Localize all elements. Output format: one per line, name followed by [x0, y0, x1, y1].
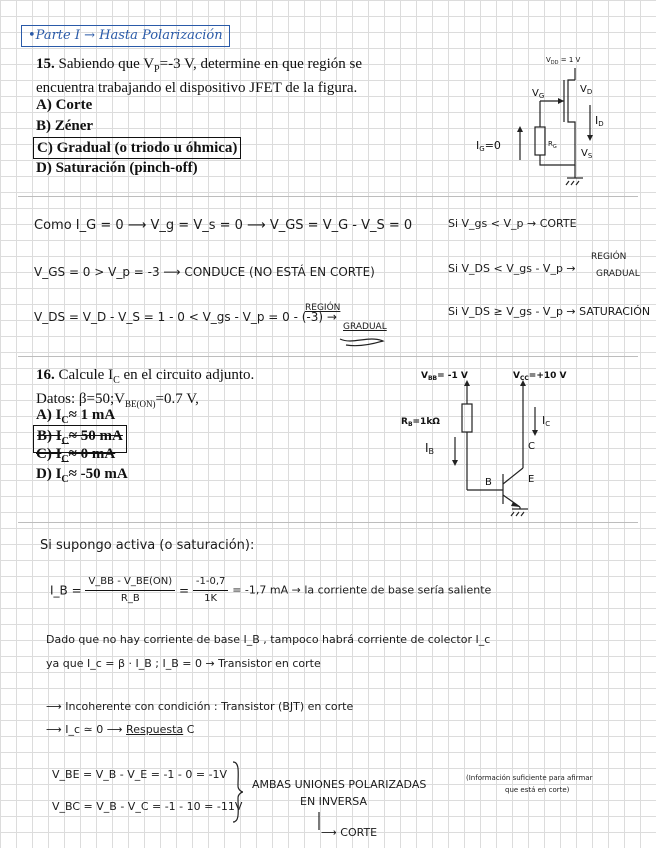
q16-work-line-a: Dado que no hay corriente de base I_B , tampoco habrá corriente de colector I_c: [46, 633, 491, 646]
emitter-label: E: [528, 474, 535, 485]
divider: [18, 522, 638, 523]
vdd-label: $V_{DD} = 1$ V: [546, 56, 581, 66]
ib-numerator: V_BB - V_BE(ON): [85, 574, 175, 591]
rg-label: $R_G$: [548, 140, 557, 150]
answer-letter: C: [186, 723, 195, 736]
vg-label: $V_G$: [532, 88, 545, 100]
ib-eq2: =: [179, 583, 190, 598]
vbe-equation: V_BE = V_B - V_E = -1 - 0 = -1V: [52, 768, 228, 781]
q16-option-d: D) $I_C\approx -50$ mA: [36, 466, 128, 485]
id-label: ID: [595, 114, 604, 128]
q15-stmt-b: =-3 V, determine en que región se: [159, 56, 363, 72]
corte-result: ⟶ CORTE: [321, 826, 378, 839]
divider: [18, 356, 638, 357]
ib-fraction: [85, 574, 175, 607]
answer-word: Respuesta: [126, 723, 184, 736]
q15-option-a: A) Corte: [36, 97, 93, 113]
q16-number: 16.: [36, 367, 55, 383]
q15-work-line-1: Como I_G = 0 ⟶ V_g = V_s = 0 ⟶ V_GS = V_G - V_S = 0: [34, 218, 413, 233]
ic-label: IC: [542, 414, 551, 428]
q15-option-d: D) Saturación (pinch-off): [36, 160, 198, 176]
ib-denominator: R_B: [120, 593, 140, 604]
rule-gradual-a: REGIÓN: [591, 252, 627, 262]
q16-work-line-d: [46, 723, 194, 736]
q15-option-c-selected: C) Gradual (o triodo u óhmica): [33, 137, 241, 159]
ib-label: IB: [425, 441, 435, 456]
ib-equation: [50, 574, 491, 607]
rb-label: $R_B=1k\Omega$: [401, 417, 440, 428]
q16-stmt-sub: C: [113, 375, 120, 386]
q15-number: 15.: [36, 56, 55, 72]
q16-stmt-a: Calcule I: [58, 367, 114, 383]
ib-result: = -1,7 mA → la corriente de base sería saliente: [232, 583, 492, 597]
q16-stmt-sub2: BE(ON): [125, 399, 156, 409]
q15-option-b: B) Zéner: [36, 118, 94, 134]
ambas-line-1: AMBAS UNIONES POLARIZADAS: [252, 778, 427, 791]
q16-stmt-b: en el circuito adjunto.: [119, 367, 255, 383]
vcc-label: $V_{CC}=+10$ V: [513, 371, 567, 382]
ambas-line-2: EN INVERSA: [300, 795, 367, 808]
q16-option-c: C) $I_C\approx 0$ mA: [36, 446, 116, 465]
brace: [230, 760, 246, 824]
rule-gradual-b: GRADUAL: [596, 269, 640, 279]
section-title: •Parte I → Hasta Polarización: [21, 25, 230, 47]
bjt-circuit: [395, 362, 595, 522]
vbc-equation: V_BC = V_B - V_C = -1 - 10 = -11V: [52, 800, 243, 813]
vs-label: $V_S$: [581, 148, 593, 160]
rule-corte: Si V_gs < V_p → CORTE: [448, 217, 577, 230]
vbb-label: $V_{BB}= -1$ V: [421, 371, 468, 382]
ib-denominator-2: 1K: [204, 593, 218, 604]
vd-label: $V_D$: [580, 84, 593, 96]
q15-stmt-c: encuentra trabajando el dispositivo JFET de la figura.: [36, 80, 358, 96]
jfet-circuit: [470, 50, 630, 192]
ib-fraction-2: [193, 574, 228, 607]
collector-label: C: [528, 441, 535, 452]
base-label: B: [485, 477, 492, 488]
ib-lhs: I_B =: [50, 583, 82, 598]
ig-label: IG=0: [476, 139, 501, 153]
divider: [18, 196, 638, 197]
q15-stmt-sub: P: [154, 64, 160, 75]
answer-prefix: ⟶ I_c ≃ 0 ⟶: [46, 723, 123, 736]
squiggle-underline: [338, 335, 388, 349]
q16-stmt-d: =0.7 V,: [155, 391, 199, 407]
note-line-2: que está en corte): [505, 786, 570, 794]
q15-result-b: GRADUAL: [343, 322, 387, 332]
q16-option-b-boxed: B) $I_C\approx 50$ mA: [33, 425, 127, 453]
q16-work-line-c: ⟶ Incoherente con condición : Transistor (BJT) en corte: [46, 700, 354, 713]
q16-stmt-c: Datos: β=50;V: [36, 391, 126, 407]
q16-option-a: A) $I_C\approx 1$ mA: [36, 407, 116, 426]
q15-work-line-3: V_DS = V_D - V_S = 1 - 0 < V_gs - V_p = 0 - (-3) →: [34, 310, 337, 324]
note-line-1: (Información suficiente para afirmar: [466, 774, 593, 782]
q15-result-a: REGIÓN: [305, 303, 341, 313]
q15-work-line-2: V_GS = 0 > V_p = -3 ⟶ CONDUCE (NO ESTÁ EN CORTE): [34, 265, 375, 279]
q15-statement: [36, 55, 456, 98]
q16-work-intro: Si supongo activa (o saturación):: [40, 538, 255, 553]
rule-saturacion: Si V_DS ≥ V_gs - V_p → SATURACIÓN: [448, 305, 651, 318]
ib-numerator-2: -1-0,7: [193, 574, 228, 591]
rule-gradual: Si V_DS < V_gs - V_p →: [448, 262, 576, 275]
q16-work-line-b: ya que I_c = β · I_B ; I_B = 0 → Transistor en corte: [46, 657, 321, 670]
q15-stmt-a: Sabiendo que V: [58, 56, 155, 72]
